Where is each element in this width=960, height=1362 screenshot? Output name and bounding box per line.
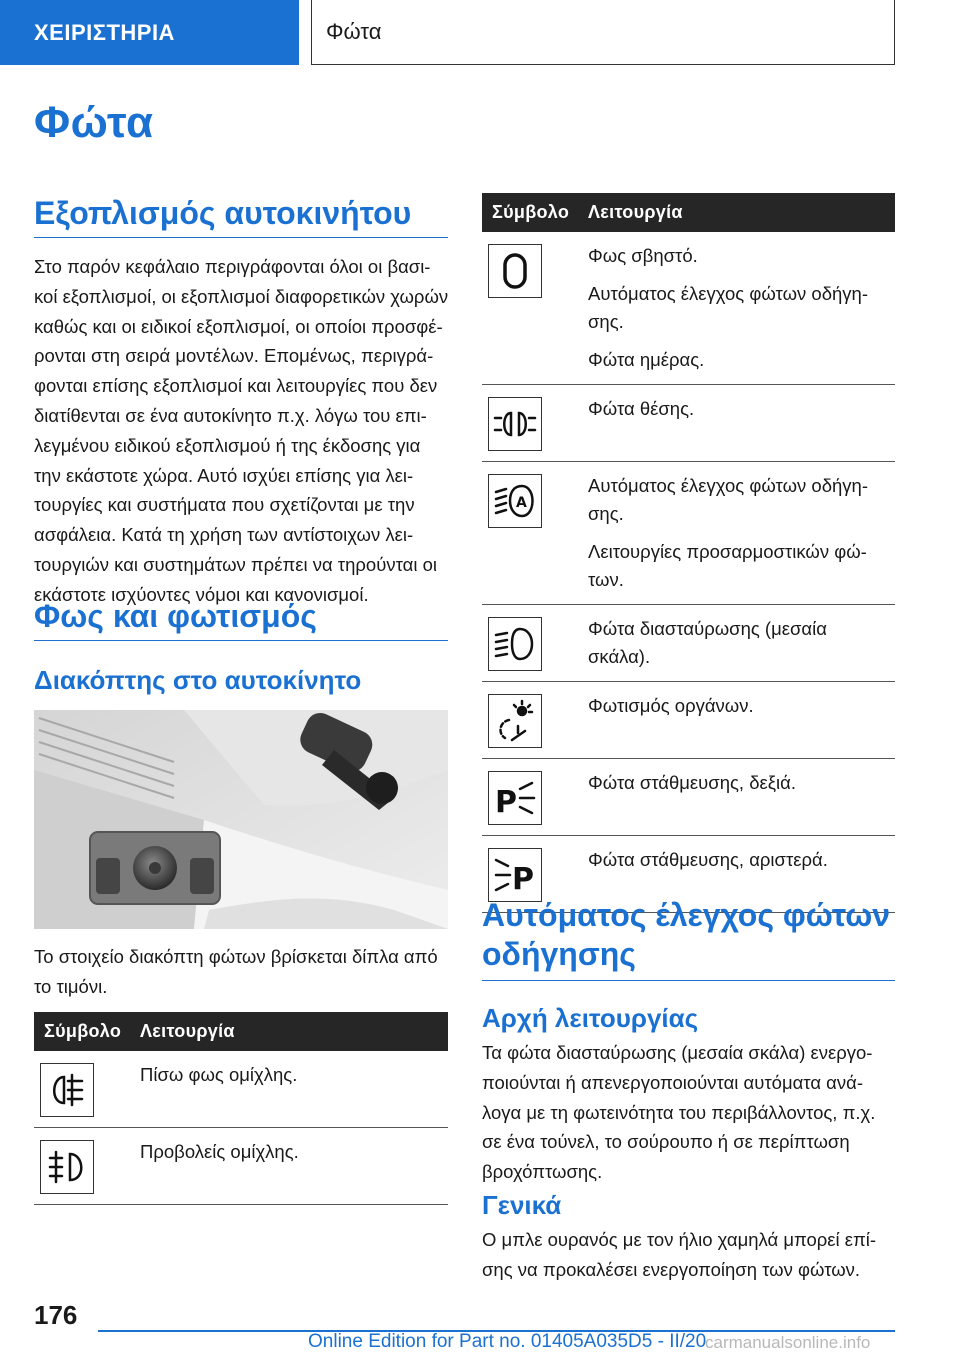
text-line: τουργίες και συστήματα που σχετίζονται με την (34, 494, 415, 516)
svg-text:P: P (495, 785, 517, 820)
function-text: Αυτόματος έλεγχος φώτων οδήγη-σης. (588, 283, 868, 332)
text-line: λεγμένου ειδικού εξοπλισμού ή της έκδοσης για (34, 434, 421, 456)
text-line: εκάστοτε ισχύοντες νόμοι και κανονισμοί. (34, 583, 369, 605)
fog-symbol-table (34, 1012, 448, 1205)
col-function: Λειτουργία (578, 193, 895, 232)
text-line: Στο παρόν κεφάλαιο περιγράφονται όλοι οι βασι- (34, 256, 431, 277)
text-line: Το στοιχείο διακόπτη φώτων βρίσκεται δίπλα από (34, 946, 438, 967)
table-row (482, 682, 895, 759)
table-row (34, 1128, 448, 1205)
heading-auto-lights-line2: οδήγησης (482, 936, 636, 973)
function-text: Φωτισμός οργάνων. (588, 695, 754, 716)
text-line: σε ένα τούνελ, το σούρουπο ή σε περίπτωση (482, 1131, 850, 1153)
text-line: την εκάστοτε χώρα. Αυτό ισχύει επίσης για λει- (34, 464, 414, 486)
heading-switch: Διακόπτης στο αυτοκίνητο (34, 665, 362, 695)
parking-lights-icon (488, 397, 542, 451)
lights-off-icon (488, 244, 542, 298)
text-line: σης να προκαλέσει ενεργοποίηση των φώτων. (482, 1258, 861, 1280)
text-line: διατίθενται σε ένα αυτοκίνητο π.χ. λόγω του επι- (34, 404, 427, 426)
table-row (34, 1051, 448, 1128)
text-line: ποιούνται ή απενεργοποιούνται αυτόματα ανά- (482, 1071, 863, 1093)
text-line: λογα με τη φωτεινότητα του περιβάλλοντος, π.χ. (482, 1101, 876, 1123)
heading-equipment: Εξοπλισμός αυτοκινήτου (34, 194, 448, 238)
instrument-lighting-icon (488, 694, 542, 748)
table-row (482, 232, 895, 385)
text-line: Ο μπλε ουρανός με τον ήλιο χαμηλά μπορεί επί- (482, 1229, 877, 1250)
low-beam-icon (488, 617, 542, 671)
function-text: Φώτα στάθμευσης, αριστερά. (588, 849, 828, 870)
section-tab[interactable]: ΧΕΙΡΙΣΤΗΡΙΑ (0, 0, 299, 65)
heading-general: Γενικά (482, 1190, 562, 1220)
table-row (482, 385, 895, 462)
text-line: καθώς και οι ειδικοί εξοπλισμοί, οι οποίοι προσφέ- (34, 315, 443, 337)
table-row (482, 759, 895, 836)
text-line: βροχόπτωσης. (482, 1161, 603, 1183)
edition-info: Online Edition for Part no. 01405A035D5 - II/20 (308, 1331, 707, 1352)
page-number: 176 (34, 1300, 78, 1330)
general-paragraph (482, 1225, 902, 1285)
front-fog-light-icon (40, 1140, 94, 1194)
function-text: Προβολείς ομίχλης. (140, 1141, 299, 1162)
function-text: Φώτα στάθμευσης, δεξιά. (588, 772, 796, 793)
table-row (482, 605, 895, 682)
text-line: ασφάλεια. Κατά τη χρήση των αντίστοιχων λει- (34, 524, 414, 546)
heading-lighting: Φως και φωτισμός (34, 597, 448, 641)
function-text: Αυτόματος έλεγχος φώτων οδήγη-σης. (588, 475, 868, 524)
rear-fog-light-icon (40, 1063, 94, 1117)
function-text: Φώτα θέσης. (588, 398, 695, 419)
col-function: Λειτουργία (130, 1012, 448, 1051)
function-text: Πίσω φως ομίχλης. (140, 1064, 298, 1085)
svg-text:A: A (516, 495, 527, 511)
text-line: κοί εξοπλισμοί, οι εξοπλισμοί διαφορετικών χωρών (34, 285, 449, 307)
breadcrumb: Φώτα (311, 0, 895, 65)
text-line: τουργιών και συστημάτων πρέπει να τηρούνται οι (34, 553, 437, 575)
parking-light-right-icon (488, 771, 542, 825)
page-title: Φώτα (34, 98, 154, 147)
parking-light-left-icon (488, 848, 542, 902)
light-switch-photo (34, 710, 448, 929)
function-text: Λειτουργίες προσαρμοστικών φώ-των. (588, 541, 867, 590)
text-line: το τιμόνι. (34, 975, 108, 997)
heading-principle: Αρχή λειτουργίας (482, 1003, 699, 1033)
heading-auto-lights (482, 896, 895, 981)
light-symbol-table (482, 193, 895, 913)
heading-auto-lights-line1: Αυτόματος έλεγχος φώτων (482, 897, 891, 933)
auto-headlight-icon (488, 474, 542, 528)
principle-paragraph (482, 1038, 902, 1187)
function-text: Φώτα ημέρας. (588, 349, 705, 370)
function-text: Φώτα διασταύρωσης (μεσαία σκάλα). (588, 618, 827, 667)
text-line: Τα φώτα διασταύρωσης (μεσαία σκάλα) ενεργο- (482, 1042, 873, 1063)
svg-text:P: P (512, 862, 534, 897)
text-line: φονται επίσης εξοπλισμοί και λειτουργίες που δεν (34, 375, 438, 397)
table-row (482, 462, 895, 605)
col-symbol: Σύμβολο (34, 1012, 130, 1051)
watermark: carmanualsonline.info (705, 1333, 871, 1352)
text-line: ρονται στη σειρά μοντέλων. Επομένως, περιγρά- (34, 345, 434, 367)
function-text: Φως σβηστό. (588, 245, 698, 266)
photo-caption (34, 942, 454, 1002)
col-symbol: Σύμβολο (482, 193, 578, 232)
equipment-paragraph (34, 252, 454, 610)
